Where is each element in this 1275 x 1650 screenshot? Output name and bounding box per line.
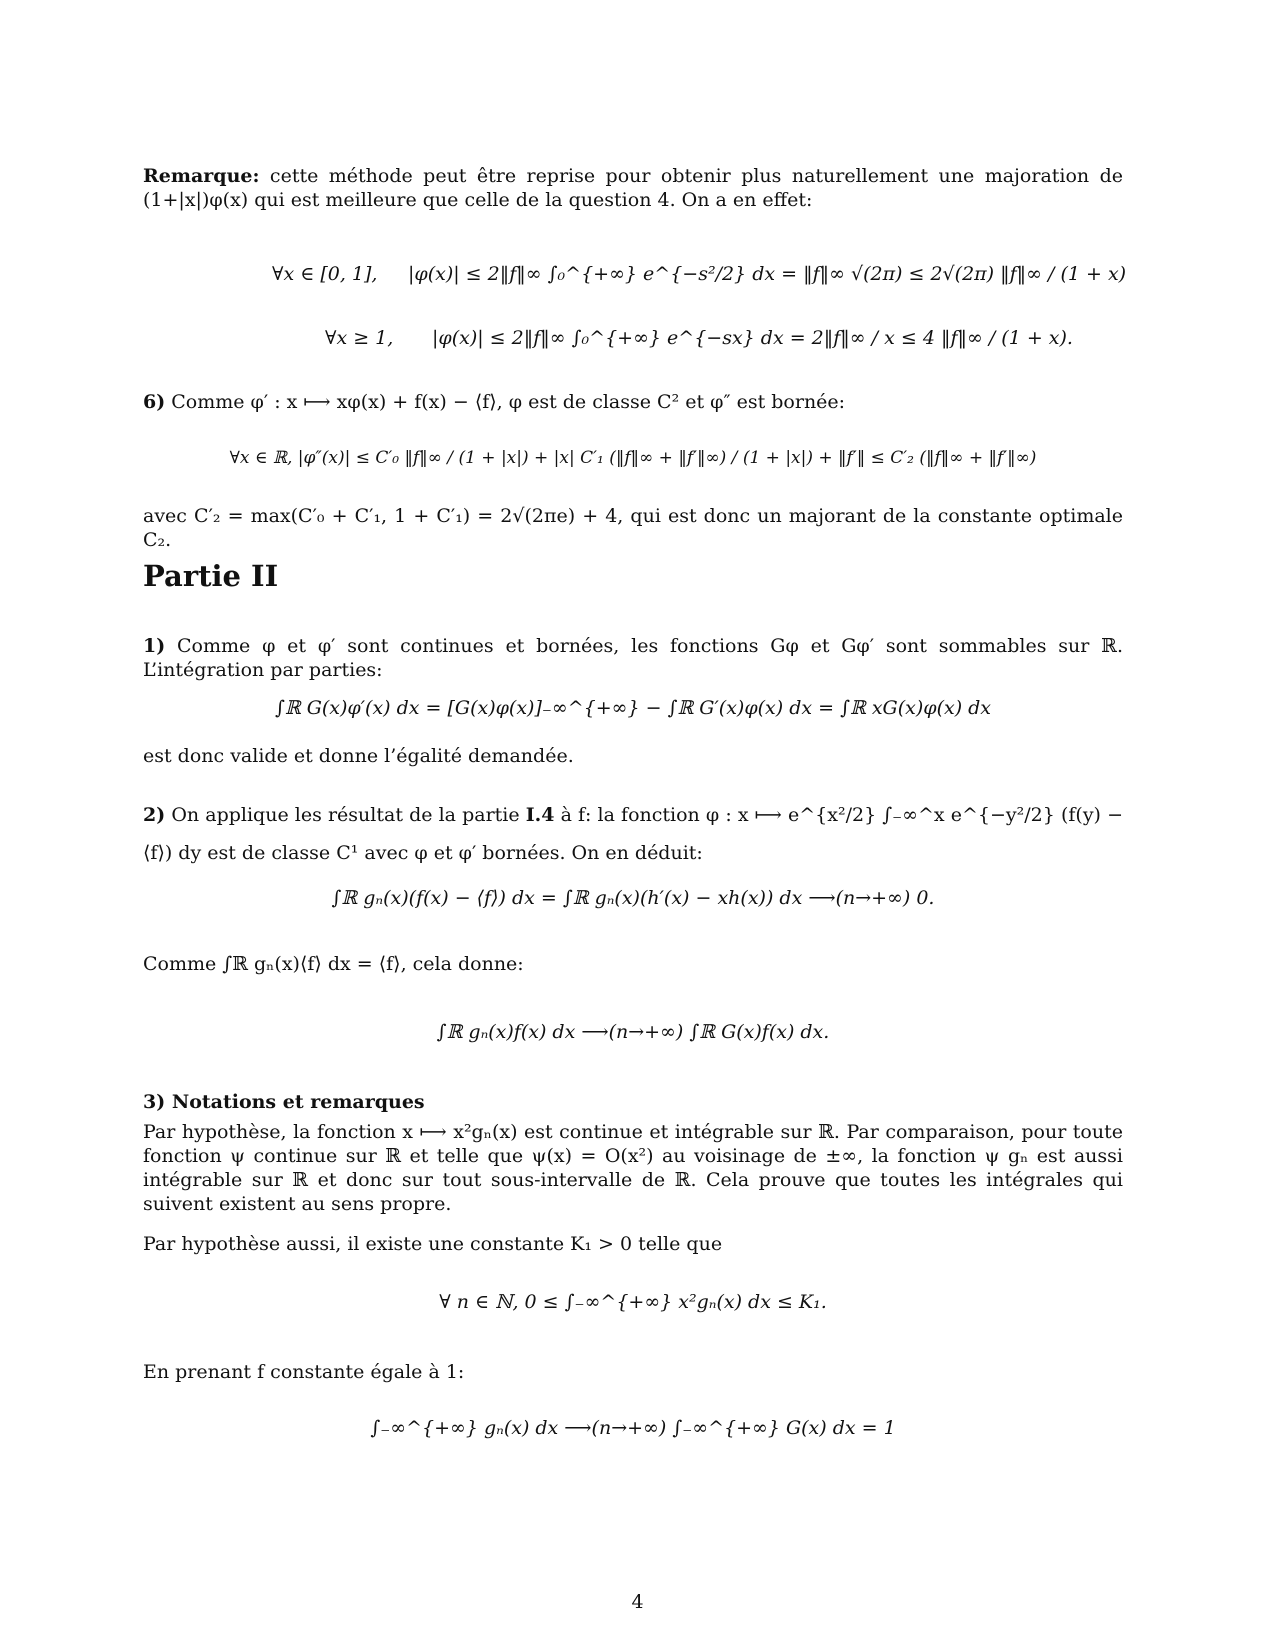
integration-by-parts-equation: ∫ℝ G(x)φ′(x) dx = [G(x)φ(x)]₋∞^{+∞} − ∫ℝ G′(x)φ(x) dx = ∫ℝ xG(x)φ(x) dx (274, 697, 992, 719)
part2-question-2-equation-1: ∫ℝ gₙ(x)(f(x) − ⟨f⟩) dx = ∫ℝ gₙ(x)(h′(x) − xh(x)) dx ⟶(n→+∞) 0. (331, 887, 935, 909)
remark-eq-2-condition: ∀x ≥ 1, (325, 327, 394, 349)
part2-question-3-title-text: 3) Notations et remarques (143, 1091, 425, 1113)
remark-paragraph (143, 164, 1123, 212)
part2-question-1-conclusion (143, 744, 1123, 768)
question-6-after-text: avec C′₂ = max(C′₀ + C′₁, 1 + C′₁) = 2√(2πe) + 4, qui est donc un majorant de la constante optimale C₂. (143, 505, 1123, 551)
part2-question-2-ref: I.4 (525, 804, 555, 826)
page-number: 4 (631, 1591, 644, 1613)
remark-label: Remarque: (143, 165, 260, 187)
part2-question-3-paragraph-3 (143, 1360, 1123, 1384)
part2-question-3-para3-text: En prenant f constante égale à 1: (143, 1361, 465, 1383)
part2-question-2-middle (143, 952, 1123, 976)
part2-question-2-equation-2: ∫ℝ gₙ(x)f(x) dx ⟶(n→+∞) ∫ℝ G(x)f(x) dx. (436, 1021, 830, 1043)
part2-question-2-middle-text: Comme ∫ℝ gₙ(x)⟨f⟩ dx = ⟨f⟩, cela donne: (143, 953, 524, 975)
part2-question-1-after-text: est donc valide et donne l’égalité demandée. (143, 745, 574, 767)
question-6-text: Comme φ′ : x ⟼ xφ(x) + f(x) − ⟨f⟩, φ est de classe C² et φ″ est bornée: (165, 391, 846, 413)
part2-question-1-label: 1) (143, 635, 166, 657)
part2-question-2-label: 2) (143, 804, 166, 826)
part2-question-3-equation-2: ∫₋∞^{+∞} gₙ(x) dx ⟶(n→+∞) ∫₋∞^{+∞} G(x) dx = 1 (370, 1417, 896, 1439)
part2-question-3-title (143, 1090, 1123, 1114)
part2-question-2-paragraph (143, 796, 1123, 872)
part2-question-3-paragraph-2 (143, 1232, 1123, 1256)
question-6-label: 6) (143, 391, 166, 413)
part2-question-3-paragraph-1 (143, 1120, 1123, 1216)
remark-text: cette méthode peut être reprise pour obtenir plus naturellement une majoration de (1+|x|)φ(x) qui est meilleure que celle de la question 4. On a en effet: (143, 165, 1123, 211)
part2-question-3-equation-1: ∀ n ∈ ℕ, 0 ≤ ∫₋∞^{+∞} x²gₙ(x) dx ≤ K₁. (439, 1291, 827, 1313)
part2-question-3-para2-text: Par hypothèse aussi, il existe une constante K₁ > 0 telle que (143, 1233, 723, 1255)
part2-question-1-text: Comme φ et φ′ sont continues et bornées, les fonctions Gφ et Gφ′ sont sommables sur ℝ. L’intégration par parties: (143, 635, 1123, 681)
part2-question-2-text-b: à f: la fonction φ : x ⟼ e^{x²/2} ∫₋∞^x e^{−y²/2} (f(y) − ⟨f⟩) dy est de classe C¹ avec φ et φ′ bornées. On en déduit: (143, 804, 1123, 864)
question-6-paragraph (143, 390, 1123, 414)
part2-question-1-paragraph (143, 634, 1123, 682)
remark-eq-1-condition: ∀x ∈ [0, 1], (272, 263, 378, 285)
question-6-conclusion (143, 504, 1123, 552)
question-6-equation: ∀x ∈ ℝ, |φ″(x)| ≤ C′₀ ‖f‖∞ / (1 + |x|) + |x| C′₁ (‖f‖∞ + ‖f′‖∞) / (1 + |x|) + ‖f′‖ ≤ C′₂ (‖f‖∞ + ‖f′‖∞) (229, 448, 1037, 468)
part2-question-3-para1-text: Par hypothèse, la fonction x ⟼ x²gₙ(x) est continue et intégrable sur ℝ. Par comparaison, pour toute fonction ψ continue sur ℝ et telle que ψ(x) = O(x²) au voisinage de ±∞, la fonction ψ gₙ est aussi intégrable sur ℝ et donc sur tout sous-intervalle de ℝ. Cela prouve que toutes les intégrales qui suivent existent au sens propre. (143, 1121, 1123, 1215)
part2-question-2-text-a: On applique les résultat de la partie (165, 804, 526, 826)
remark-eq-1-body: |φ(x)| ≤ 2‖f‖∞ ∫₀^{+∞} e^{−s²/2} dx = ‖f‖∞ √(2π) ≤ 2√(2π) ‖f‖∞ / (1 + x) (408, 263, 1127, 285)
section-heading: Partie II (143, 559, 279, 593)
remark-eq-2-body: |φ(x)| ≤ 2‖f‖∞ ∫₀^{+∞} e^{−sx} dx = 2‖f‖∞ / x ≤ 4 ‖f‖∞ / (1 + x). (432, 327, 1073, 349)
